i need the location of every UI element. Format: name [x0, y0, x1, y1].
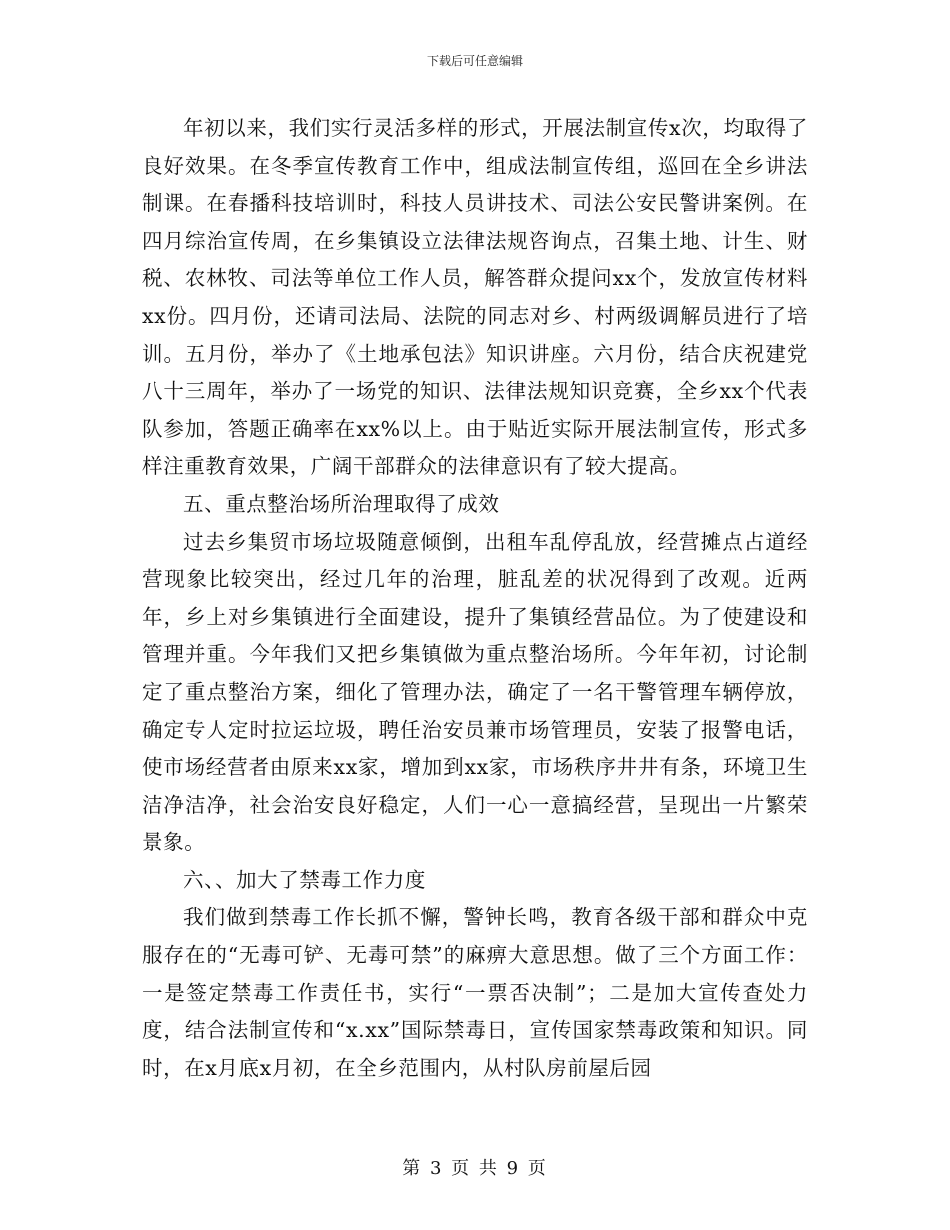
- page-number-footer: 第 3 页 共 9 页: [402, 1158, 548, 1179]
- page-header: 下载后可任意编辑: [426, 54, 523, 68]
- section-heading-5: 五、重点整治场所治理取得了成效: [183, 491, 500, 516]
- document-body: [142, 110, 808, 1087]
- paragraph-market-rectification: 过去乡集贸市场垃圾随意倾倒，出租车乱停乱放，经营摊点占道经营现象比较突出，经过几年的治理，脏乱差的状况得到了改观。近两年，乡上对乡集镇进行全面建设，提升了集镇经营品位。为了使建设和管理并重。今年我们又把乡集镇做为重点整治场所。今年年初，讨论制定了重点整治方案，细化了管理办法，确定了一名干警管理车辆停放，确定专人定时拉运垃圾，聘任治安员兼市场管理员，安装了报警电话，使市场经营者由原来xx家，增加到xx家，市场秩序井井有条，环境卫生洁净洁净，社会治安良好稳定，人们一心一意搞经营，呈现出一片繁荣景象。: [142, 529, 808, 855]
- paragraph-drug-control: 我们做到禁毒工作长抓不懈，警钟长鸣，教育各级干部和群众中克服存在的“无毒可铲、无毒可禁”的麻痹大意思想。做了三个方面工作：一是签定禁毒工作责任书，实行“一票否决制”；二是加大宣传查处力度，结合法制宣传和“x.xx”国际禁毒日，宣传国家禁毒政策和知识。同时，在x月底x月初，在全乡范围内，从村队房前屋后园: [142, 905, 808, 1080]
- section-heading-6: 六、、加大了禁毒工作力度: [183, 867, 426, 892]
- paragraph-legal-publicity: 年初以来，我们实行灵活多样的形式，开展法制宣传x次，均取得了良好效果。在冬季宣传教育工作中，组成法制宣传组，巡回在全乡讲法制课。在春播科技培训时，科技人员讲技术、司法公安民警讲案例。在四月综治宣传周，在乡集镇设立法律法规咨询点，召集土地、计生、财税、农林牧、司法等单位工作人员，解答群众提问xx个，发放宣传材料xx份。四月份，还请司法局、法院的同志对乡、村两级调解员进行了培训。五月份，举办了《土地承包法》知识讲座。六月份，结合庆祝建党八十三周年，举办了一场党的知识、法律法规知识竞赛，全乡xx个代表队参加，答题正确率在xx%以上。由于贴近实际开展法制宣传，形式多样注重教育效果，广阔干部群众的法律意识有了较大提高。: [142, 116, 808, 479]
